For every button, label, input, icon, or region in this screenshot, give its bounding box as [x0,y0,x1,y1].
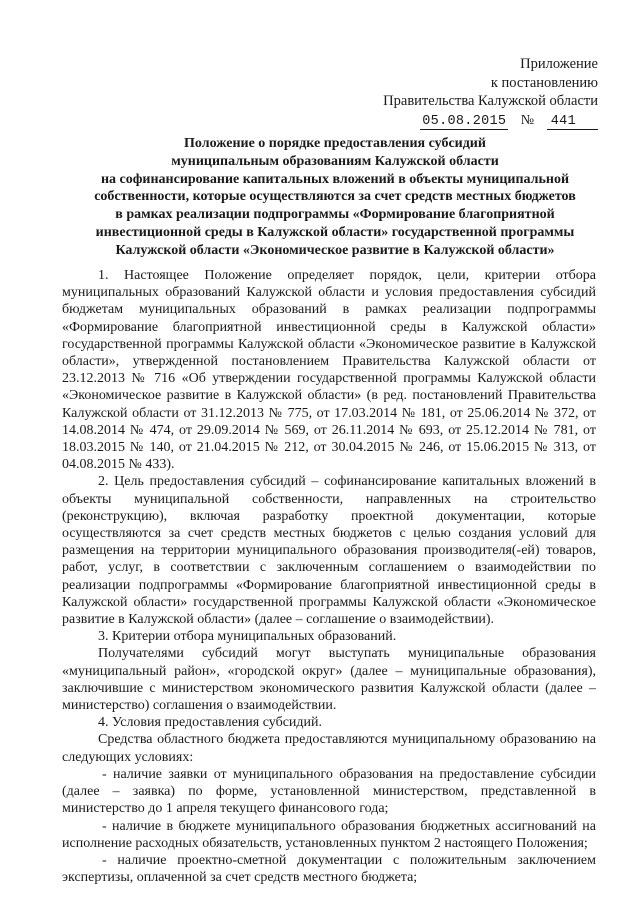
number-sign: № [520,112,535,128]
paragraph-recipients: Получателями субсидий могут выступать муниципальные образования «муниципальный район», «городской округ» (далее – муниципальные образования), заключившие с министерством экономического развития Калужской области (далее – министерство) соглашения о взаимодействии. [62,646,596,714]
title-line: инвестиционной среды в Калужской области» государственной программы [95,224,575,240]
paragraph-1: 1. Настоящее Положение определяет порядок, цели, критерии отбора муниципальных образований Калужской области и условия предоставления субсидий бюджетам муниципальных образований в рамках реализации подпрограммы «Формирование благоприятной инвестиционной среды в Калужской области» государственной программы Калужской области «Экономическое развитие в Калужской области», утвержденной постановлением Правительства Калужской области от 23.12.2013 № 716 «Об утверждении государственной программы Калужской области «Экономическое развитие в Калужской области» (в ред. постановлений Правительства Калужской области от 31.12.2013 № 775, от 17.03.2014 № 181, от 25.06.2014 № 372, от 14.08.2014 № 474, от 29.09.2014 № 569, от 26.11.2014 № 693, от 25.12.2014 № 781, от 18.03.2015 № 140, от 21.04.2015 № 212, от 30.04.2015 № 246, от 15.06.2015 № 313, от 04.08.2015 № 433). [62,268,596,473]
title-line: Калужской области «Экономическое развитие в Калужской области» [115,242,555,258]
document-title [70,135,600,260]
header-line-appendix: Приложение [520,56,598,72]
condition-item-documentation: - наличие проектно-сметной документации с положительным заключением экспертизы, оплаченной за счет средств местного бюджета; [62,852,596,886]
date-number-line [383,112,598,132]
condition-item-budget: - наличие в бюджете муниципального образования бюджетных ассигнований на исполнение расходных обязательств, установленных пунктом 2 настоящего Положения; [62,818,596,851]
header-line-resolution: к постановлению [490,74,598,91]
title-line: Положение о порядке предоставления субсидий [184,136,486,151]
paragraph-3-heading: 3. Критерии отбора муниципальных образований. [98,629,397,645]
title-line: в рамках реализации подпрограммы «Формирование благоприятной [115,207,555,223]
title-line: муниципальным образованиям Калужской области [171,153,499,169]
resolution-number: 441 [547,114,598,130]
approval-header [383,55,598,131]
condition-item-application: - наличие заявки от муниципального образования на предоставление субсидии (далее – заявка) по форме, установленной министерством, представленной в министерство до 1 апреля текущего финансового года; [62,766,596,817]
resolution-date: 05.08.2015 [422,113,507,129]
paragraph-2: 2. Цель предоставления субсидий – софинансирование капитальных вложений в объекты муниципальной собственности, направленных на строительство (реконструкцию), включая разработку проектной документации, которые осуществляются за счет средств местных бюджетов с целью создания условий для размещения на территории муниципального образования производителя(-ей) товаров, работ, услуг, в соответствии с заключенным соглашением о взаимодействии по реализации подпрограммы «Формирование благоприятной инвестиционной среды в Калужской области» государственной программы Калужской области «Экономическое развитие в Калужской области» (далее – соглашение о взаимодействии). [62,474,596,628]
title-line: на софинансирование капитальных вложений в объекты муниципальной [100,171,570,187]
header-line-government: Правительства Калужской области [383,93,598,109]
paragraph-4-heading: 4. Условия предоставления субсидий. [98,715,323,731]
paragraph-conditions-intro: Средства областного бюджета предоставляются муниципальному образованию на следующих условиях: [62,732,596,765]
title-line: собственности, которые осуществляются за счет средств местных бюджетов [94,189,576,205]
document-body [62,267,596,886]
